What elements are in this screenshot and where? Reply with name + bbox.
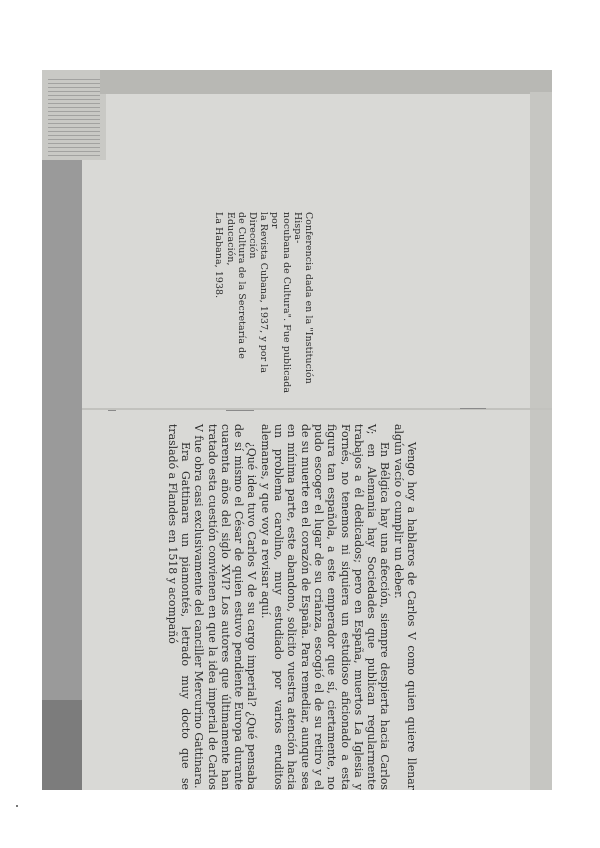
body-paragraph: Era Gattinara un piamontés, letrado muy docto que se trasladó a Flandes en 1518 y acompañó	[165, 424, 192, 790]
footnote-line: nocubana de Cultura". Fue publicada por	[269, 212, 292, 394]
footnote-line: Conferencia dada en la "Institución Hispa-	[291, 212, 314, 384]
previous-page-text-edge	[48, 76, 100, 156]
scan-mark	[226, 410, 254, 411]
scan-mark	[460, 408, 486, 409]
footnote-block	[213, 212, 314, 402]
page-right-shadow	[530, 92, 552, 790]
body-paragraph: ¿Qué idea tuvo Carlos V de su cargo imperial? ¿Qué pensaba de sí mismo el César de quien estuvo pendiente Europa durante cuarenta años del siglo XVI? Los autores que últimamente han tratado esta cuestión convienen en que la idea imperial de Carlos V fue obra casi exclusivamente del canciller Mercurino Gattinara.	[192, 424, 259, 790]
scan-dot	[16, 805, 18, 807]
body-paragraph: En Bélgica hay una afección, siempre despierta hacia Carlos V; en Alemania hay Sociedades que publican regularmente trabajos a él dedicados; pero en España, muertos La Iglesia y Fornés, no tenemos ni siquiera un estudioso aficionado a esta figura tan española, a este emperador que sí, ciertamente, no pudo escoger el lugar de su crianza, escogió el de su retiro y el de su muerte en el corazón de España. Para remediar, aunque sea en mínima parte, este abandono, solicito vuestra atención hacia un problema carolino, muy estudiado por varios eruditos alemanes, y que voy a revisar aquí.	[258, 424, 392, 790]
scan-mark	[108, 410, 116, 411]
footnote-line: de Cultura de la Secretaría de Educación,	[224, 212, 247, 359]
footnote-line: la Revista Cubana, 1937, y por la Dirección	[246, 212, 270, 374]
page-top-edge	[100, 70, 552, 94]
footnote-line: La Habana, 1938.	[213, 212, 225, 299]
body-text-block	[118, 424, 418, 790]
body-paragraph: Vengo hoy a hablaros de Carlos V como quien quiere llenar algún vacío o cumplir un deber.	[391, 424, 418, 790]
